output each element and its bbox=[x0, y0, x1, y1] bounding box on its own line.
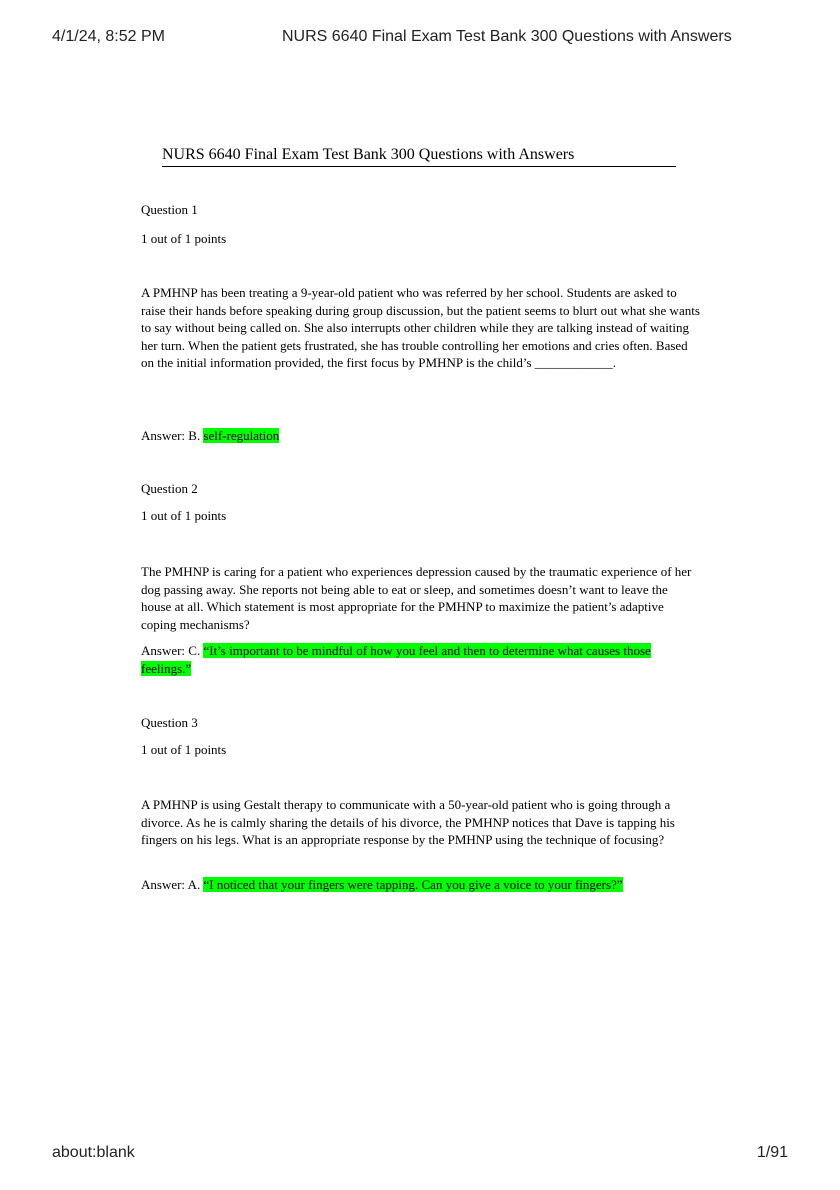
question-2-answer-prefix: Answer: C. bbox=[141, 643, 204, 658]
question-1-answer bbox=[141, 427, 701, 445]
question-1-text: A PMHNP has been treating a 9-year-old patient who was referred by her school. Students are asked to raise their hands before speaking during group discussion, but the patient seems to blurt out what she wants to say without being called on. She also interrupts other children while they are talking instead of waiting her turn. When the patient gets frustrated, she has trouble controlling her emotions and cries often. Based on the initial information provided, the first focus by PMHNP is the child’s ____________. bbox=[141, 285, 700, 371]
print-footer bbox=[52, 1144, 788, 1166]
question-3-label: Question 3 bbox=[141, 715, 198, 730]
print-datetime: 4/1/24, 8:52 PM bbox=[52, 28, 165, 45]
question-3-text: A PMHNP is using Gestalt therapy to communicate with a 50-year-old patient who is going through a divorce. As he is calmly sharing the details of his divorce, the PMHNP notices that Dave is tapping his fingers on his legs. What is an appropriate response by the PMHNP using the technique of focusing? bbox=[141, 797, 675, 848]
document-title-text: NURS 6640 Final Exam Test Bank 300 Questions with Answers bbox=[162, 146, 575, 163]
question-1-label: Question 1 bbox=[141, 202, 198, 217]
question-2-label: Question 2 bbox=[141, 481, 198, 496]
question-2-text: The PMHNP is caring for a patient who experiences depression caused by the traumatic experience of her dog passing away. She reports not being able to eat or sleep, and sometimes doesn’t want to leave the house at all. Which statement is most appropriate for the PMHNP to maximize the patient’s adaptive coping mechanisms? bbox=[141, 564, 692, 632]
print-page-number: 1/91 bbox=[756, 1144, 788, 1161]
question-1-answer-prefix: Answer: B. bbox=[141, 428, 204, 443]
question-3-answer bbox=[141, 876, 701, 894]
question-1-answer-highlight: self-regulation bbox=[203, 428, 280, 443]
question-3-answer-highlight: “I noticed that your fingers were tapping. Can you give a voice to your fingers?” bbox=[203, 877, 623, 892]
question-2-answer-highlight: “It’s important to be mindful of how you feel and then to determine what causes those feelings.” bbox=[141, 643, 651, 676]
question-1-points: 1 out of 1 points bbox=[141, 231, 227, 246]
question-2-points: 1 out of 1 points bbox=[141, 508, 227, 523]
print-page-title: NURS 6640 Final Exam Test Bank 300 Questions with Answers bbox=[282, 28, 732, 45]
question-3-answer-prefix: Answer: A. bbox=[141, 877, 204, 892]
question-3-points: 1 out of 1 points bbox=[141, 742, 227, 757]
print-url: about:blank bbox=[52, 1144, 135, 1161]
document-title bbox=[162, 144, 676, 167]
question-2-answer bbox=[141, 642, 701, 677]
